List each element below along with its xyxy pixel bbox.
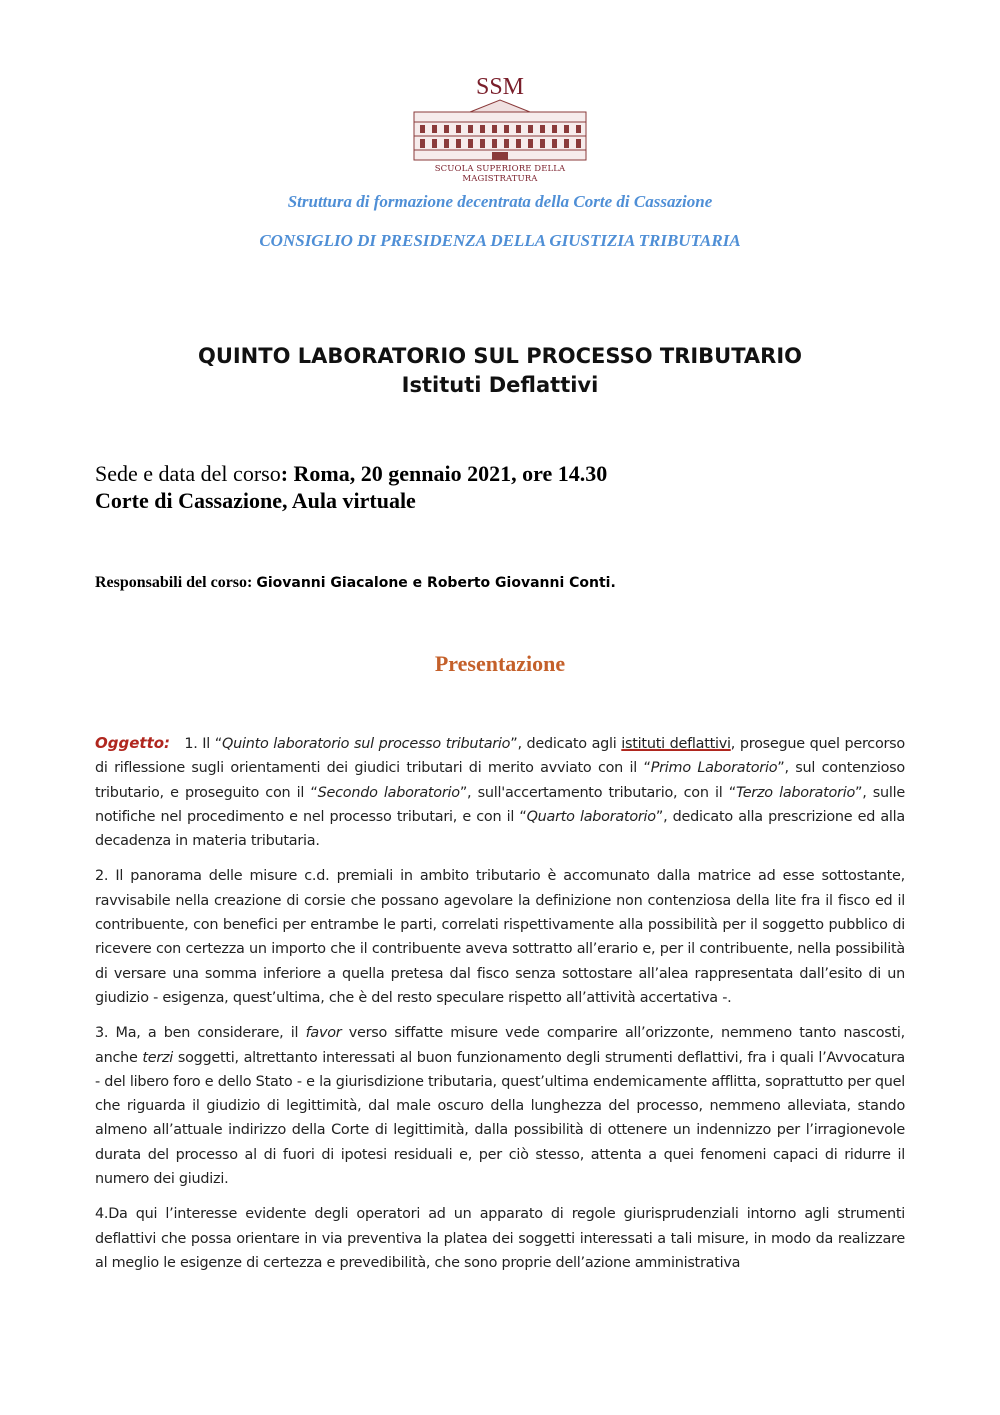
document-subtitle: Istituti Deflattivi <box>401 373 599 397</box>
course-sede <box>95 461 607 487</box>
paragraph-2: 2. Il panorama delle misure c.d. premiali in ambito tributario è accomunato dalla matrice ad esse sottostante, ravvisabile nella creazione di corsie che possano agevolare la definizione non contenziosa della lite fra il fisco ed il contribuente, con benefici per entrambe le parti, correlati rispettivamente alla possibilità per il soggetto pubblico di ricevere con certezza un importo che il contribuente aveva sottratto all’erario e, per il contribuente, nella possibilità di versare una somma inferiore a quella pretesa dal fisco senza sottostare all’alea rappresentata dall’esito di un giudizio - esigenza, quest’ultima, che è del resto speculare rispetto all’attività accertativa -. <box>95 868 905 1006</box>
body-text <box>95 731 905 1286</box>
paragraph-4: 4.Da qui l’interesse evidente degli operatori ad un apparato di regole giurisprudenziali intorno agli strumenti deflattivi che possa orientare in via preventiva la platea dei soggetti interessati a tali misure, in modo da realizzare al meglio le esigenze di certezza e prevedibilità, che sono proprie dell’azione amministrativa <box>95 1206 905 1271</box>
p1-italic: Secondo laboratorio <box>317 784 460 801</box>
p1-italic: Quinto laboratorio sul processo tributario <box>222 736 511 752</box>
p3-italic: favor <box>305 1025 342 1042</box>
p1-number: 1 <box>184 736 194 752</box>
p1-text: ”, sul contenzioso tributario, e proseguito con il “ <box>95 760 905 801</box>
resp-label: Responsabili del corso: <box>95 574 253 591</box>
sede-label: Sede e data del corso <box>95 461 281 486</box>
struttura-heading: Struttura di formazione decentrata della Corte di Cassazione <box>287 192 713 211</box>
p1-underlined: istituti deflattivi <box>621 736 731 752</box>
p1-text: ”, sull'accertamento tributario, con il “ <box>459 784 736 801</box>
p3-text: verso siffatte misure vede comparire all’orizzonte, nemmeno tanto nascosti, anche <box>95 1025 905 1066</box>
p1-text: . Il “ <box>193 736 223 752</box>
paragraph-1 <box>95 731 905 853</box>
oggetto-label: Oggetto: <box>95 734 171 752</box>
section-title: Presentazione <box>434 651 566 676</box>
p1-text: , prosegue quel percorso di riflessione sugli orientamenti dei giudici tributari di merito avviato con il “ <box>95 736 905 777</box>
course-location: Corte di Cassazione, Aula virtuale <box>95 488 416 513</box>
p3-text: 3. Ma, a ben considerare, il <box>95 1025 306 1042</box>
ssm-logo <box>408 72 592 178</box>
p1-italic: Primo Laboratorio <box>650 760 778 777</box>
document-title: QUINTO LABORATORIO SUL PROCESSO TRIBUTARIO <box>197 344 803 368</box>
p1-text: ”, sulle notifiche nel procedimento e nel processo tributari, e con il “ <box>95 784 906 825</box>
paragraph-3 <box>95 1021 905 1191</box>
logo-caption: SCUOLA SUPERIORE DELLA MAGISTRATURA <box>434 164 566 184</box>
resp-names: Giovanni Giacalone e Roberto Giovanni Conti. <box>256 575 616 591</box>
p3-text: soggetti, altrettanto interessati al buon funzionamento degli strumenti deflattivi, fra i quali l’Avvocatura - del libero foro e dello Stato - e la giurisdizione tributaria, quest’ultima endemicamente afflitta, soprattutto per quel che riguarda il giudizio di legittimità, dal male oscuro della lunghezza del processo, nemmeno alleviata, stando almeno all’attuale indirizzo della Corte di legittimità, dalla possibilità di ottenere un indennizzo per l’irragionevole durata del processo al di fuori di ipotesi residuali e, per ciò stesso, attenta a quei fenomeni capaci di ridurre il numero dei giudizi. <box>95 1049 906 1188</box>
sede-value: : Roma, 20 gennaio 2021, ore 14.30 <box>280 461 608 486</box>
p1-text: ”, dedicato alla prescrizione ed alla decadenza in materia tributaria. <box>95 808 905 850</box>
logo-letters: SSM <box>475 74 525 100</box>
p1-italic: Terzo laboratorio <box>735 784 855 801</box>
p1-text: ”, dedicato agli <box>510 736 622 752</box>
consiglio-heading: CONSIGLIO DI PRESIDENZA DELLA GIUSTIZIA TRIBUTARIA <box>259 231 741 250</box>
p3-italic: terzi <box>142 1049 174 1066</box>
p1-italic: Quarto laboratorio <box>526 808 656 825</box>
course-responsabili <box>95 574 616 592</box>
